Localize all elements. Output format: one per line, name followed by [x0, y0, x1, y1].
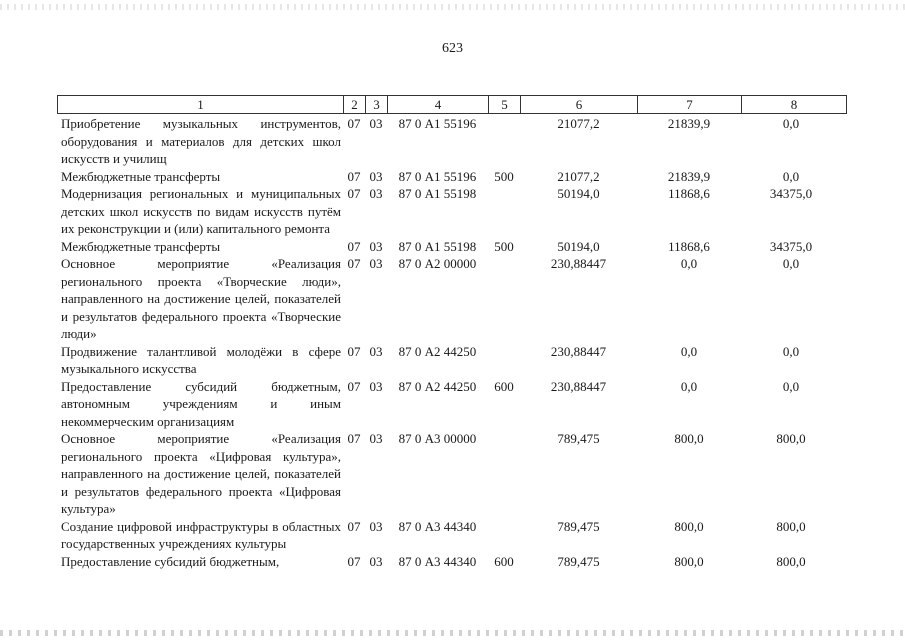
- row-value-col-7: 800,0: [674, 518, 704, 534]
- table-row: [57, 115, 857, 168]
- row-value-col-6: 21077,2: [557, 168, 600, 184]
- scan-edge-top: [0, 4, 905, 10]
- table-row: [57, 255, 857, 343]
- row-name: Продвижение талантливой молодёжи в сфере музыкального искусства: [61, 343, 341, 376]
- table-body: [57, 115, 857, 570]
- header-col-8: 8: [790, 97, 798, 112]
- table-row: [57, 430, 857, 518]
- row-value-col-6: 789,475: [557, 518, 600, 534]
- row-target-article: 87 0 А2 00000: [398, 256, 477, 271]
- row-value-col-8: 800,0: [776, 431, 806, 446]
- header-col-2: 2: [344, 96, 366, 113]
- row-target-article: 87 0 А1 55196: [398, 168, 477, 184]
- table-row: [57, 238, 857, 256]
- row-target-article: 87 0 А1 55196: [398, 116, 477, 131]
- row-value-col-8: 0,0: [782, 116, 800, 131]
- table-row: [57, 518, 857, 553]
- row-target-article: 87 0 А3 00000: [398, 431, 477, 446]
- header-col-5: 5: [489, 96, 521, 113]
- row-value-col-7: 21839,9: [667, 116, 711, 131]
- row-value-col-6: 50194,0: [557, 238, 600, 254]
- row-subsection: 03: [369, 431, 383, 446]
- row-value-col-7: 0,0: [680, 343, 698, 359]
- row-subsection: 03: [369, 518, 383, 534]
- row-target-article: 87 0 А2 44250: [398, 343, 477, 359]
- row-section: 07: [347, 168, 361, 184]
- row-expense-type: 600: [494, 378, 514, 394]
- table-header: [57, 95, 847, 114]
- row-section: 07: [347, 553, 361, 569]
- table-row: [57, 343, 857, 378]
- table-row: [57, 168, 857, 186]
- row-name: Приобретение музыкальных инструментов, оборудования и материалов для детских школ искусств и училищ: [61, 116, 341, 166]
- row-value-col-6: 230,88447: [550, 378, 607, 394]
- row-subsection: 03: [369, 238, 383, 254]
- header-col-4: 4: [388, 96, 489, 113]
- row-name: Предоставление субсидий бюджетным,: [61, 553, 280, 569]
- row-expense-type: 500: [494, 168, 514, 184]
- table-row: [57, 378, 857, 431]
- row-subsection: 03: [369, 343, 383, 359]
- row-value-col-6: 230,88447: [550, 343, 607, 359]
- row-section: 07: [347, 256, 361, 271]
- row-name: Модернизация региональных и муниципальных детских школ искусств по видам искусств путём их реконструкции и (или) капитального ремонта: [61, 186, 341, 236]
- row-name: Межбюджетные трансферты: [61, 168, 221, 184]
- row-value-col-6: 789,475: [557, 553, 600, 569]
- row-value-col-8: 0,0: [782, 378, 800, 394]
- header-col-3: 3: [366, 96, 388, 113]
- row-value-col-8: 34375,0: [769, 238, 813, 254]
- row-value-col-7: 800,0: [674, 431, 704, 446]
- row-target-article: 87 0 А3 44340: [398, 518, 477, 534]
- row-section: 07: [347, 431, 361, 446]
- row-value-col-7: 0,0: [680, 378, 698, 394]
- row-subsection: 03: [369, 256, 383, 271]
- row-expense-type: 600: [494, 553, 514, 569]
- row-subsection: 03: [369, 378, 383, 394]
- row-value-col-6: 21077,2: [557, 116, 600, 131]
- row-name: Предоставление субсидий бюджетным, автономным учреждениям и иным некоммерческим организациям: [61, 378, 341, 429]
- row-name: Основное мероприятие «Реализация регионального проекта «Цифровая культура», направленного на достижение целей, показателей и результатов федерального проекта «Цифровая культура»: [61, 431, 341, 516]
- row-section: 07: [347, 518, 361, 534]
- row-subsection: 03: [369, 116, 383, 131]
- row-value-col-6: 50194,0: [557, 186, 600, 201]
- row-value-col-7: 11868,6: [668, 238, 710, 254]
- row-value-col-8: 800,0: [776, 518, 806, 534]
- row-value-col-8: 34375,0: [769, 186, 813, 201]
- row-expense-type: 500: [494, 238, 514, 254]
- page-number: 623: [442, 41, 463, 56]
- row-target-article: 87 0 А2 44250: [398, 378, 477, 394]
- row-value-col-7: 800,0: [674, 553, 704, 569]
- row-value-col-8: 0,0: [782, 168, 800, 184]
- row-value-col-7: 0,0: [680, 256, 698, 271]
- row-subsection: 03: [369, 186, 383, 201]
- row-subsection: 03: [369, 553, 383, 569]
- header-col-1: 1: [58, 96, 344, 113]
- row-section: 07: [347, 238, 361, 254]
- row-value-col-6: 789,475: [557, 431, 600, 446]
- row-name: Межбюджетные трансферты: [61, 238, 221, 254]
- table-row: [57, 185, 857, 238]
- row-target-article: 87 0 А1 55198: [398, 186, 477, 201]
- row-value-col-8: 0,0: [782, 343, 800, 359]
- header-col-6: 6: [521, 96, 638, 113]
- row-value-col-8: 0,0: [782, 256, 800, 271]
- row-section: 07: [347, 343, 361, 359]
- row-value-col-6: 230,88447: [550, 256, 607, 271]
- table-row: [57, 553, 857, 571]
- row-section: 07: [347, 186, 361, 201]
- row-target-article: 87 0 А3 44340: [398, 553, 477, 569]
- row-name: Основное мероприятие «Реализация регионального проекта «Творческие люди», направленного на достижение целей, показателей и результатов федерального проекта «Творческие люди»: [61, 256, 341, 341]
- row-target-article: 87 0 А1 55198: [398, 238, 477, 254]
- header-col-7: 7: [638, 96, 742, 113]
- row-name: Создание цифровой инфраструктуры в областных государственных учреждениях культуры: [61, 518, 341, 551]
- row-value-col-7: 21839,9: [667, 168, 711, 184]
- row-section: 07: [347, 378, 361, 394]
- row-subsection: 03: [369, 168, 383, 184]
- row-value-col-7: 11868,6: [668, 186, 710, 201]
- scan-edge-bottom: [0, 630, 905, 636]
- row-section: 07: [347, 116, 361, 131]
- row-value-col-8: 800,0: [776, 553, 806, 569]
